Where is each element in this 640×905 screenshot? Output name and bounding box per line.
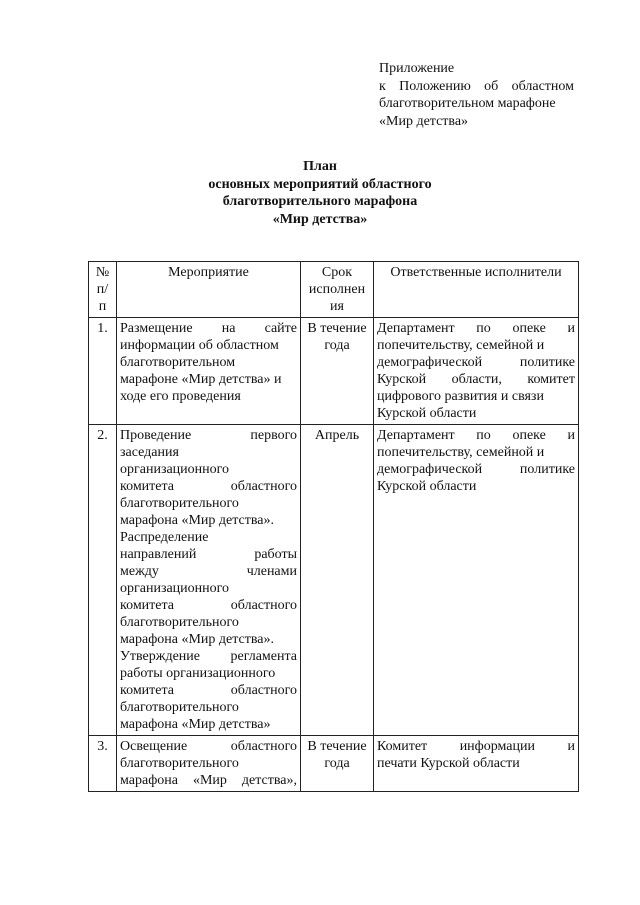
- responsible-cell-line: демографической политике: [377, 462, 575, 477]
- event-cell-line: между членами: [120, 564, 297, 579]
- event-cell-line: работы организационного: [120, 666, 276, 681]
- event-cell-line: благотворительного: [120, 756, 239, 771]
- responsible-cell-line: демографической политике: [377, 355, 575, 370]
- term-cell-line: года: [324, 338, 350, 353]
- appendix-line-3: благотворительном марафоне: [379, 96, 556, 111]
- title-line-3: благотворительного марафона: [222, 194, 418, 209]
- event-cell-line: Освещение областного: [120, 739, 297, 754]
- event-cell-line: Размещение на сайте: [120, 321, 297, 336]
- event-cell-line: Распределение: [120, 530, 209, 545]
- event-cell-line: марафона «Мир детства».: [120, 513, 275, 528]
- plan-table: [88, 261, 579, 792]
- event-cell-line: комитета областного: [120, 479, 297, 494]
- event-cell-line: заседания: [120, 445, 179, 460]
- event-cell: [117, 425, 301, 736]
- responsible-cell-line: Курской области: [377, 479, 477, 494]
- event-cell-line: марафоне «Мир детства» и: [120, 372, 282, 387]
- event-cell-line: благотворительного: [120, 700, 239, 715]
- appendix-line-1: Приложение: [379, 61, 455, 76]
- table-row: [89, 425, 579, 736]
- table-header-row: [89, 262, 579, 318]
- event-cell-line: информации об областном: [120, 338, 279, 353]
- term-cell: [301, 736, 374, 792]
- responsible-cell-line: Департамент по опеке и: [377, 321, 575, 336]
- title-line-2: основных мероприятий областного: [208, 176, 432, 192]
- event-cell-line: благотворительном: [120, 355, 236, 370]
- event-cell-line: марафона «Мир детства».: [120, 632, 275, 647]
- header-event: Мероприятие: [117, 262, 301, 318]
- event-cell-line: комитета областного: [120, 598, 297, 613]
- row-number: 2.: [89, 425, 117, 736]
- table-body: [89, 318, 579, 792]
- responsible-cell-line: попечительству, семейной и: [377, 338, 545, 353]
- term-cell-line: Апрель: [314, 428, 360, 443]
- header-responsible: Ответственные исполнители: [374, 262, 579, 318]
- event-cell-line: марафона «Мир детства»,: [120, 773, 297, 788]
- term-cell-line: В течение: [307, 321, 367, 336]
- event-cell-line: Утверждение регламента: [120, 649, 297, 664]
- responsible-cell-line: Департамент по опеке и: [377, 428, 575, 443]
- appendix-line-4: «Мир детства»: [379, 113, 469, 129]
- event-cell-line: марафона «Мир детства»: [120, 717, 271, 732]
- responsible-cell-line: цифрового развития и связи: [377, 389, 544, 404]
- term-cell: [301, 318, 374, 425]
- event-cell-line: организационного: [120, 581, 230, 596]
- event-cell-line: благотворительного: [120, 615, 239, 630]
- event-cell-line: комитета областного: [120, 683, 297, 698]
- event-cell-line: благотворительного: [120, 496, 239, 511]
- responsible-cell-line: Курской области: [377, 406, 477, 421]
- responsible-cell-line: попечительству, семейной и: [377, 445, 545, 460]
- event-cell: [117, 736, 301, 792]
- document-title: [150, 158, 490, 228]
- term-cell: [301, 425, 374, 736]
- table-row: [89, 318, 579, 425]
- appendix-note: [379, 60, 574, 130]
- responsible-cell-line: Комитет информации и: [377, 739, 575, 754]
- responsible-cell: [374, 736, 579, 792]
- header-term: Срок исполнен ия: [301, 262, 374, 318]
- event-cell-line: Проведение первого: [120, 428, 297, 443]
- responsible-cell-line: Курской области, комитет: [377, 372, 575, 387]
- responsible-cell-line: печати Курской области: [377, 756, 520, 771]
- event-cell-line: направлений работы: [120, 547, 297, 562]
- title-line-1: План: [303, 159, 337, 174]
- event-cell-line: организационного: [120, 462, 230, 477]
- title-line-4: «Мир детства»: [272, 211, 368, 227]
- event-cell-line: ходе его проведения: [120, 389, 241, 404]
- term-cell-line: года: [324, 756, 350, 771]
- appendix-line-2: к Положению об областном: [379, 78, 574, 94]
- event-cell: [117, 318, 301, 425]
- term-cell-line: В течение: [307, 739, 367, 754]
- header-num: № п/ п: [89, 262, 117, 318]
- row-number: 3.: [89, 736, 117, 792]
- responsible-cell: [374, 318, 579, 425]
- responsible-cell: [374, 425, 579, 736]
- table-row: [89, 736, 579, 792]
- row-number: 1.: [89, 318, 117, 425]
